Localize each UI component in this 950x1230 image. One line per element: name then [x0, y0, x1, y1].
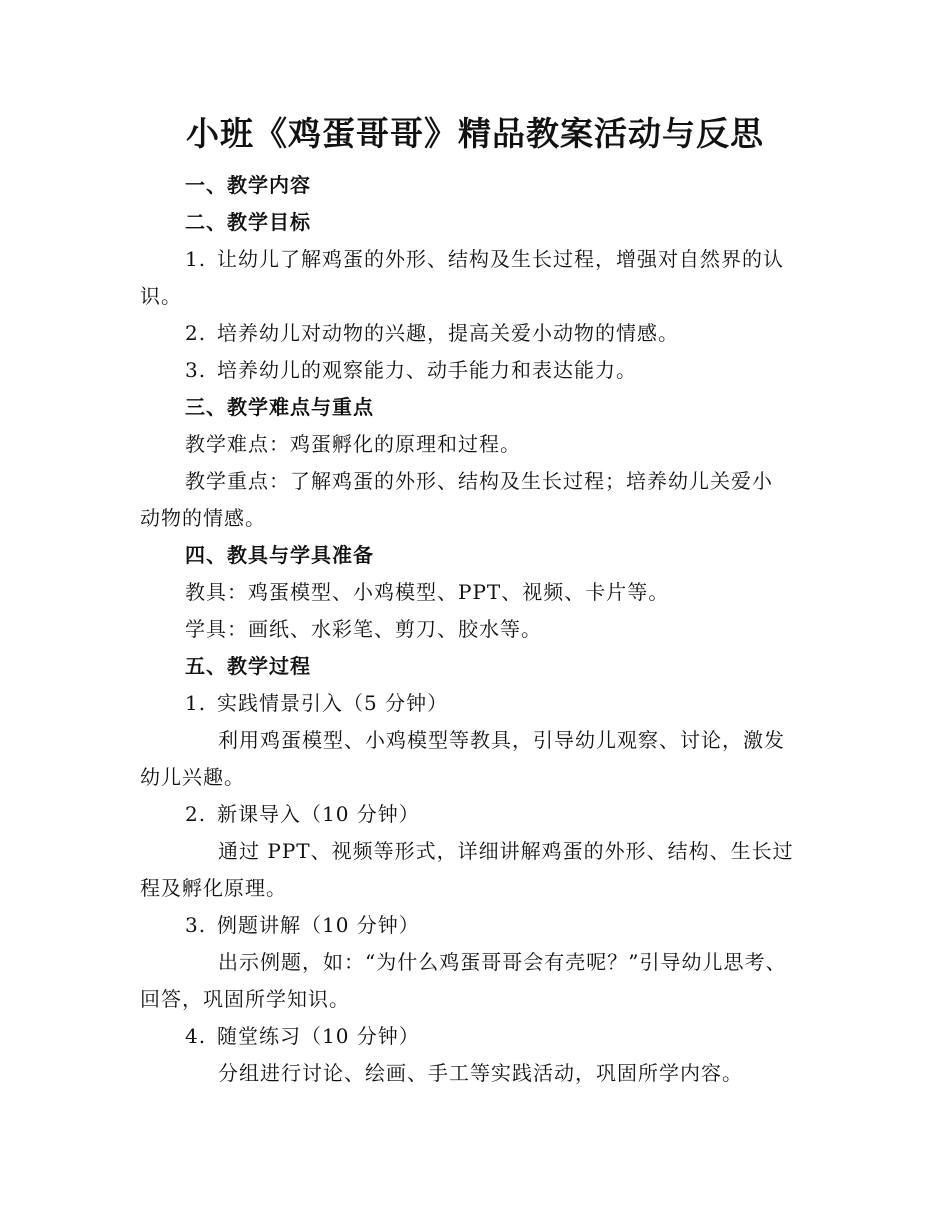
section-heading-materials: 四、教具与学具准备 [185, 543, 374, 567]
process-step-3-desc-continued: 回答，巩固所学知识。 [140, 987, 350, 1011]
process-step-2-title [185, 801, 420, 827]
section-heading-goals: 二、教学目标 [185, 210, 311, 234]
process-step-4-title [185, 1023, 420, 1049]
student-materials-text: 学具：画纸、水彩笔、剪刀、胶水等。 [185, 617, 542, 641]
goal-item-1-continued: 识。 [140, 284, 182, 308]
goal-number: 2. [185, 321, 207, 345]
step-number: 1. [185, 691, 207, 715]
teacher-materials-text: 教具：鸡蛋模型、小鸡模型、PPT、视频、卡片等。 [185, 580, 670, 604]
step-title: 例题讲解（10 分钟） [217, 913, 420, 937]
goal-text: 让幼儿了解鸡蛋的外形、结构及生长过程，增强对自然界的认 [217, 247, 784, 271]
focus-text: 教学重点：了解鸡蛋的外形、结构及生长过程；培养幼儿关爱小 [185, 469, 773, 493]
section-heading-key-points: 三、教学难点与重点 [185, 395, 374, 419]
goal-number: 1. [185, 247, 207, 271]
process-step-2-desc-continued: 程及孵化原理。 [140, 876, 287, 900]
step-number: 2. [185, 802, 207, 826]
process-step-1-title [185, 690, 448, 716]
step-title: 实践情景引入（5 分钟） [217, 691, 449, 715]
section-heading-process: 五、教学过程 [185, 654, 311, 678]
goal-number: 3. [185, 358, 207, 382]
goal-item-1 [185, 246, 784, 272]
step-number: 3. [185, 913, 207, 937]
step-title: 随堂练习（10 分钟） [217, 1024, 420, 1048]
process-step-3-desc: 出示例题，如：“为什么鸡蛋哥哥会有壳呢？”引导幼儿思考、 [218, 950, 787, 974]
step-number: 4. [185, 1024, 207, 1048]
goal-item-2 [185, 320, 679, 346]
process-step-1-desc: 利用鸡蛋模型、小鸡模型等教具，引导幼儿观察、讨论，激发 [218, 728, 785, 752]
step-title: 新课导入（10 分钟） [217, 802, 420, 826]
focus-text-continued: 动物的情感。 [140, 506, 266, 530]
goal-item-3 [185, 357, 637, 383]
goal-text: 培养幼儿对动物的兴趣，提高关爱小动物的情感。 [217, 321, 679, 345]
section-heading-content: 一、教学内容 [185, 173, 311, 197]
goal-text: 培养幼儿的观察能力、动手能力和表达能力。 [217, 358, 637, 382]
difficulty-text: 教学难点：鸡蛋孵化的原理和过程。 [185, 432, 521, 456]
process-step-2-desc: 通过 PPT、视频等形式，详细讲解鸡蛋的外形、结构、生长过 [218, 839, 794, 863]
process-step-3-title [185, 912, 420, 938]
process-step-4-desc: 分组进行讨论、绘画、手工等实践活动，巩固所学内容。 [218, 1061, 743, 1085]
process-step-1-desc-continued: 幼儿兴趣。 [140, 765, 245, 789]
document-title: 小班《鸡蛋哥哥》精品教案活动与反思 [186, 114, 764, 153]
